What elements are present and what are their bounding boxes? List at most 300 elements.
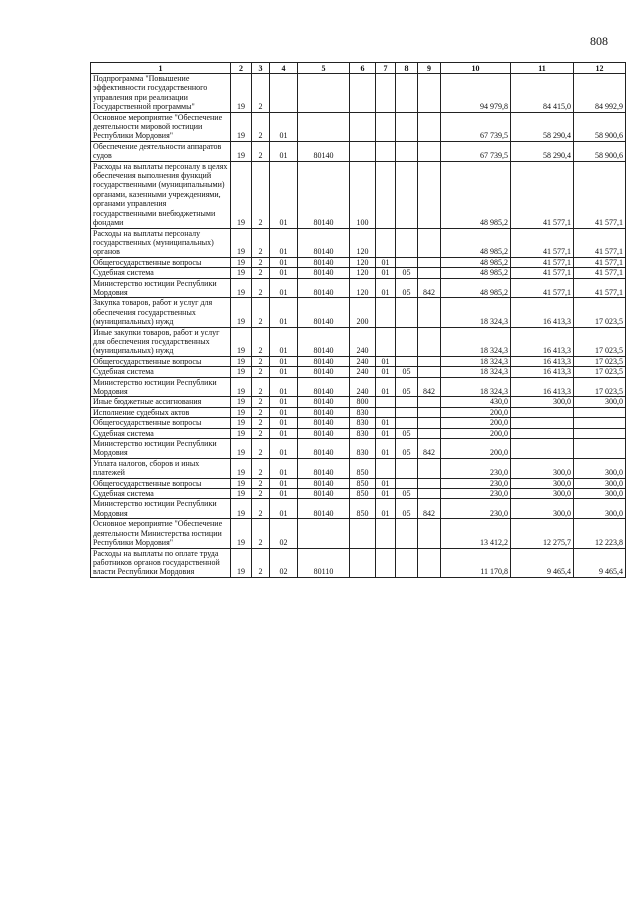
gp-code: 19: [231, 278, 252, 298]
amount-year-1: 48 985,2: [441, 228, 511, 257]
direction-code: 80140: [298, 478, 350, 488]
amount-year-1: 13 412,2: [441, 519, 511, 548]
ministry-code: [418, 428, 441, 438]
ministry-code: [418, 161, 441, 228]
ministry-code: [418, 74, 441, 113]
row-name: Закупка товаров, работ и услуг для обеспечения государственных (муниципальных) нужд: [91, 298, 231, 327]
ministry-code: 842: [418, 499, 441, 519]
gp-code: 19: [231, 74, 252, 113]
amount-year-2: 300,0: [511, 478, 574, 488]
column-header-3: 3: [252, 63, 270, 74]
direction-code: 80140: [298, 458, 350, 478]
event-code: [270, 74, 298, 113]
amount-year-2: 16 413,3: [511, 377, 574, 397]
subprogram-code: 2: [252, 397, 270, 407]
row-name: Уплата налогов, сборов и иных платежей: [91, 458, 231, 478]
table-row: [91, 489, 626, 499]
amount-year-3: 17 023,5: [574, 367, 626, 377]
row-name: Министерство юстиции Республики Мордовия: [91, 278, 231, 298]
gp-code: 19: [231, 458, 252, 478]
amount-year-3: 41 577,1: [574, 278, 626, 298]
amount-year-2: [511, 428, 574, 438]
expense-type: 830: [350, 407, 376, 417]
event-code: 01: [270, 458, 298, 478]
subprogram-code: 2: [252, 407, 270, 417]
subsection: 05: [396, 278, 418, 298]
page-number: 808: [590, 34, 608, 48]
subprogram-code: 2: [252, 161, 270, 228]
subsection: [396, 141, 418, 161]
section: [376, 458, 396, 478]
amount-year-1: 18 324,3: [441, 298, 511, 327]
row-name: Судебная система: [91, 428, 231, 438]
section: [376, 327, 396, 356]
table-body: [91, 74, 626, 578]
ministry-code: [418, 407, 441, 417]
table-row: [91, 298, 626, 327]
gp-code: 19: [231, 397, 252, 407]
subsection: [396, 418, 418, 428]
direction-code: [298, 519, 350, 548]
section: [376, 161, 396, 228]
subsection: 05: [396, 377, 418, 397]
table-row: [91, 377, 626, 397]
expense-type: 120: [350, 268, 376, 278]
direction-code: 80140: [298, 356, 350, 366]
row-name: Судебная система: [91, 489, 231, 499]
section: [376, 112, 396, 141]
gp-code: 19: [231, 439, 252, 459]
direction-code: [298, 112, 350, 141]
amount-year-1: 18 324,3: [441, 377, 511, 397]
budget-table: [90, 62, 626, 578]
amount-year-3: 41 577,1: [574, 257, 626, 267]
subsection: [396, 407, 418, 417]
gp-code: 19: [231, 478, 252, 488]
amount-year-2: 16 413,3: [511, 356, 574, 366]
amount-year-1: 230,0: [441, 458, 511, 478]
expense-type: 850: [350, 458, 376, 478]
amount-year-1: 11 170,8: [441, 548, 511, 577]
event-code: 01: [270, 112, 298, 141]
expense-type: 240: [350, 377, 376, 397]
expense-type: 120: [350, 228, 376, 257]
event-code: 01: [270, 278, 298, 298]
row-name: Основное мероприятие "Обеспечение деятельности мировой юстиции Республики Мордовия": [91, 112, 231, 141]
subprogram-code: 2: [252, 278, 270, 298]
table-row: [91, 367, 626, 377]
expense-type: 240: [350, 356, 376, 366]
table-row: [91, 407, 626, 417]
ministry-code: [418, 298, 441, 327]
table-row: [91, 356, 626, 366]
row-name: Исполнение судебных актов: [91, 407, 231, 417]
section: 01: [376, 257, 396, 267]
amount-year-3: [574, 428, 626, 438]
amount-year-3: [574, 407, 626, 417]
section: 01: [376, 278, 396, 298]
subsection: [396, 74, 418, 113]
table-row: [91, 257, 626, 267]
subsection: 05: [396, 428, 418, 438]
subsection: [396, 161, 418, 228]
amount-year-1: 230,0: [441, 499, 511, 519]
ministry-code: [418, 489, 441, 499]
subsection: [396, 298, 418, 327]
table-row: [91, 499, 626, 519]
amount-year-1: 230,0: [441, 489, 511, 499]
direction-code: 80140: [298, 367, 350, 377]
subsection: [396, 112, 418, 141]
subprogram-code: 2: [252, 228, 270, 257]
ministry-code: [418, 327, 441, 356]
event-code: 01: [270, 228, 298, 257]
amount-year-2: 300,0: [511, 397, 574, 407]
gp-code: 19: [231, 499, 252, 519]
section: 01: [376, 356, 396, 366]
event-code: 01: [270, 257, 298, 267]
expense-type: 120: [350, 257, 376, 267]
row-name: Министерство юстиции Республики Мордовия: [91, 377, 231, 397]
ministry-code: [418, 356, 441, 366]
expense-type: 830: [350, 439, 376, 459]
amount-year-3: 17 023,5: [574, 356, 626, 366]
amount-year-2: 12 275,7: [511, 519, 574, 548]
direction-code: 80140: [298, 161, 350, 228]
subsection: [396, 356, 418, 366]
amount-year-2: 84 415,0: [511, 74, 574, 113]
subprogram-code: 2: [252, 499, 270, 519]
direction-code: 80140: [298, 298, 350, 327]
column-header-11: 11: [511, 63, 574, 74]
table-row: [91, 74, 626, 113]
event-code: 01: [270, 377, 298, 397]
ministry-code: 842: [418, 278, 441, 298]
expense-type: 850: [350, 499, 376, 519]
column-header-8: 8: [396, 63, 418, 74]
row-name: Обеспечение деятельности аппаратов судов: [91, 141, 231, 161]
section: 01: [376, 367, 396, 377]
direction-code: 80140: [298, 439, 350, 459]
direction-code: 80140: [298, 327, 350, 356]
direction-code: 80140: [298, 499, 350, 519]
gp-code: 19: [231, 268, 252, 278]
direction-code: 80140: [298, 141, 350, 161]
gp-code: 19: [231, 548, 252, 577]
row-name: Расходы на выплаты по оплате труда работников органов государственной власти Республики Мордовия: [91, 548, 231, 577]
column-header-5: 5: [298, 63, 350, 74]
ministry-code: [418, 397, 441, 407]
amount-year-2: 41 577,1: [511, 228, 574, 257]
expense-type: 830: [350, 418, 376, 428]
column-header-12: 12: [574, 63, 626, 74]
event-code: 02: [270, 548, 298, 577]
subprogram-code: 2: [252, 268, 270, 278]
table-row: [91, 112, 626, 141]
expense-type: 200: [350, 298, 376, 327]
table-row: [91, 439, 626, 459]
header-row: [91, 63, 626, 74]
amount-year-1: 18 324,3: [441, 356, 511, 366]
direction-code: 80140: [298, 257, 350, 267]
amount-year-1: 67 739,5: [441, 141, 511, 161]
gp-code: 19: [231, 407, 252, 417]
section: 01: [376, 489, 396, 499]
table-row: [91, 161, 626, 228]
ministry-code: 842: [418, 439, 441, 459]
subprogram-code: 2: [252, 489, 270, 499]
subsection: 05: [396, 489, 418, 499]
amount-year-2: 58 290,4: [511, 112, 574, 141]
amount-year-2: [511, 418, 574, 428]
amount-year-3: 58 900,6: [574, 141, 626, 161]
subprogram-code: 2: [252, 74, 270, 113]
amount-year-1: 67 739,5: [441, 112, 511, 141]
event-code: 01: [270, 439, 298, 459]
event-code: 01: [270, 141, 298, 161]
subsection: [396, 257, 418, 267]
direction-code: 80140: [298, 489, 350, 499]
section: 01: [376, 439, 396, 459]
gp-code: 19: [231, 327, 252, 356]
expense-type: [350, 519, 376, 548]
amount-year-1: 200,0: [441, 428, 511, 438]
amount-year-2: 58 290,4: [511, 141, 574, 161]
section: 01: [376, 428, 396, 438]
gp-code: 19: [231, 141, 252, 161]
subprogram-code: 2: [252, 439, 270, 459]
subsection: [396, 478, 418, 488]
ministry-code: [418, 458, 441, 478]
subprogram-code: 2: [252, 548, 270, 577]
table-row: [91, 327, 626, 356]
expense-type: [350, 112, 376, 141]
column-header-9: 9: [418, 63, 441, 74]
gp-code: 19: [231, 367, 252, 377]
ministry-code: [418, 519, 441, 548]
amount-year-2: 41 577,1: [511, 268, 574, 278]
amount-year-3: 17 023,5: [574, 327, 626, 356]
expense-type: 830: [350, 428, 376, 438]
section: [376, 228, 396, 257]
subprogram-code: 2: [252, 327, 270, 356]
event-code: 01: [270, 428, 298, 438]
section: [376, 548, 396, 577]
direction-code: [298, 74, 350, 113]
subprogram-code: 2: [252, 428, 270, 438]
table-row: [91, 397, 626, 407]
amount-year-1: 200,0: [441, 439, 511, 459]
section: 01: [376, 499, 396, 519]
direction-code: 80140: [298, 407, 350, 417]
subprogram-code: 2: [252, 478, 270, 488]
section: 01: [376, 268, 396, 278]
event-code: 01: [270, 356, 298, 366]
subprogram-code: 2: [252, 356, 270, 366]
direction-code: 80140: [298, 418, 350, 428]
direction-code: 80140: [298, 268, 350, 278]
section: [376, 74, 396, 113]
ministry-code: [418, 112, 441, 141]
gp-code: 19: [231, 418, 252, 428]
table-row: [91, 478, 626, 488]
event-code: 01: [270, 367, 298, 377]
section: [376, 519, 396, 548]
expense-type: 850: [350, 478, 376, 488]
event-code: 02: [270, 519, 298, 548]
ministry-code: [418, 141, 441, 161]
event-code: 01: [270, 489, 298, 499]
expense-type: 100: [350, 161, 376, 228]
direction-code: 80140: [298, 428, 350, 438]
amount-year-1: 94 979,8: [441, 74, 511, 113]
row-name: Основное мероприятие "Обеспечение деятельности Министерства юстиции Республики Мордовия": [91, 519, 231, 548]
gp-code: 19: [231, 161, 252, 228]
section: [376, 407, 396, 417]
subsection: 05: [396, 439, 418, 459]
section: [376, 141, 396, 161]
direction-code: 80110: [298, 548, 350, 577]
event-code: 01: [270, 327, 298, 356]
table-row: [91, 268, 626, 278]
row-name: Судебная система: [91, 367, 231, 377]
event-code: 01: [270, 418, 298, 428]
subsection: [396, 228, 418, 257]
row-name: Расходы на выплаты персоналу государственных (муниципальных) органов: [91, 228, 231, 257]
row-name: Общегосударственные вопросы: [91, 418, 231, 428]
expense-type: 120: [350, 278, 376, 298]
subprogram-code: 2: [252, 112, 270, 141]
subsection: [396, 327, 418, 356]
subprogram-code: 2: [252, 141, 270, 161]
amount-year-3: 300,0: [574, 458, 626, 478]
amount-year-3: [574, 439, 626, 459]
gp-code: 19: [231, 112, 252, 141]
table-row: [91, 141, 626, 161]
column-header-10: 10: [441, 63, 511, 74]
expense-type: 240: [350, 327, 376, 356]
expense-type: 800: [350, 397, 376, 407]
section: 01: [376, 377, 396, 397]
amount-year-2: 16 413,3: [511, 327, 574, 356]
ministry-code: [418, 418, 441, 428]
amount-year-2: 300,0: [511, 499, 574, 519]
section: 01: [376, 418, 396, 428]
ministry-code: [418, 228, 441, 257]
ministry-code: [418, 548, 441, 577]
amount-year-2: [511, 407, 574, 417]
amount-year-2: 300,0: [511, 458, 574, 478]
amount-year-3: 41 577,1: [574, 161, 626, 228]
gp-code: 19: [231, 356, 252, 366]
row-name: Расходы на выплаты персоналу в целях обеспечения выполнения функций государственными (муниципальными) органами, казенными учреждениями, органами управления государственными внебюджетными фондами: [91, 161, 231, 228]
amount-year-3: 300,0: [574, 499, 626, 519]
gp-code: 19: [231, 428, 252, 438]
amount-year-1: 18 324,3: [441, 327, 511, 356]
subprogram-code: 2: [252, 377, 270, 397]
direction-code: 80140: [298, 278, 350, 298]
ministry-code: [418, 478, 441, 488]
amount-year-3: 41 577,1: [574, 268, 626, 278]
subprogram-code: 2: [252, 367, 270, 377]
amount-year-3: [574, 418, 626, 428]
column-header-1: 1: [91, 63, 231, 74]
direction-code: 80140: [298, 228, 350, 257]
section: 01: [376, 478, 396, 488]
event-code: 01: [270, 268, 298, 278]
event-code: 01: [270, 407, 298, 417]
ministry-code: [418, 367, 441, 377]
amount-year-1: 430,0: [441, 397, 511, 407]
table-row: [91, 278, 626, 298]
event-code: 01: [270, 161, 298, 228]
amount-year-3: 17 023,5: [574, 377, 626, 397]
row-name: Общегосударственные вопросы: [91, 478, 231, 488]
amount-year-1: 230,0: [441, 478, 511, 488]
gp-code: 19: [231, 298, 252, 327]
column-header-2: 2: [231, 63, 252, 74]
gp-code: 19: [231, 489, 252, 499]
amount-year-2: 41 577,1: [511, 257, 574, 267]
amount-year-2: 41 577,1: [511, 161, 574, 228]
amount-year-1: 200,0: [441, 418, 511, 428]
ministry-code: [418, 268, 441, 278]
column-header-4: 4: [270, 63, 298, 74]
table-row: [91, 548, 626, 577]
amount-year-3: 17 023,5: [574, 298, 626, 327]
amount-year-1: 48 985,2: [441, 161, 511, 228]
subsection: [396, 519, 418, 548]
amount-year-3: 12 223,8: [574, 519, 626, 548]
ministry-code: 842: [418, 377, 441, 397]
row-name: Министерство юстиции Республики Мордовия: [91, 439, 231, 459]
amount-year-1: 18 324,3: [441, 367, 511, 377]
amount-year-2: 16 413,3: [511, 298, 574, 327]
amount-year-1: 48 985,2: [441, 278, 511, 298]
amount-year-2: 16 413,3: [511, 367, 574, 377]
gp-code: 19: [231, 228, 252, 257]
section: [376, 397, 396, 407]
table-row: [91, 519, 626, 548]
amount-year-3: 41 577,1: [574, 228, 626, 257]
expense-type: [350, 141, 376, 161]
direction-code: 80140: [298, 397, 350, 407]
row-name: Министерство юстиции Республики Мордовия: [91, 499, 231, 519]
subprogram-code: 2: [252, 418, 270, 428]
amount-year-2: 41 577,1: [511, 278, 574, 298]
subprogram-code: 2: [252, 257, 270, 267]
direction-code: 80140: [298, 377, 350, 397]
event-code: 01: [270, 499, 298, 519]
table-row: [91, 418, 626, 428]
table-row: [91, 428, 626, 438]
expense-type: [350, 548, 376, 577]
amount-year-3: 58 900,6: [574, 112, 626, 141]
section: [376, 298, 396, 327]
expense-type: 240: [350, 367, 376, 377]
subsection: [396, 458, 418, 478]
subsection: [396, 397, 418, 407]
row-name: Общегосударственные вопросы: [91, 257, 231, 267]
row-name: Иные закупки товаров, работ и услуг для обеспечения государственных (муниципальных) нужд: [91, 327, 231, 356]
amount-year-3: 84 992,9: [574, 74, 626, 113]
gp-code: 19: [231, 519, 252, 548]
amount-year-3: 300,0: [574, 478, 626, 488]
amount-year-3: 9 465,4: [574, 548, 626, 577]
subsection: 05: [396, 367, 418, 377]
subsection: 05: [396, 499, 418, 519]
subprogram-code: 2: [252, 458, 270, 478]
